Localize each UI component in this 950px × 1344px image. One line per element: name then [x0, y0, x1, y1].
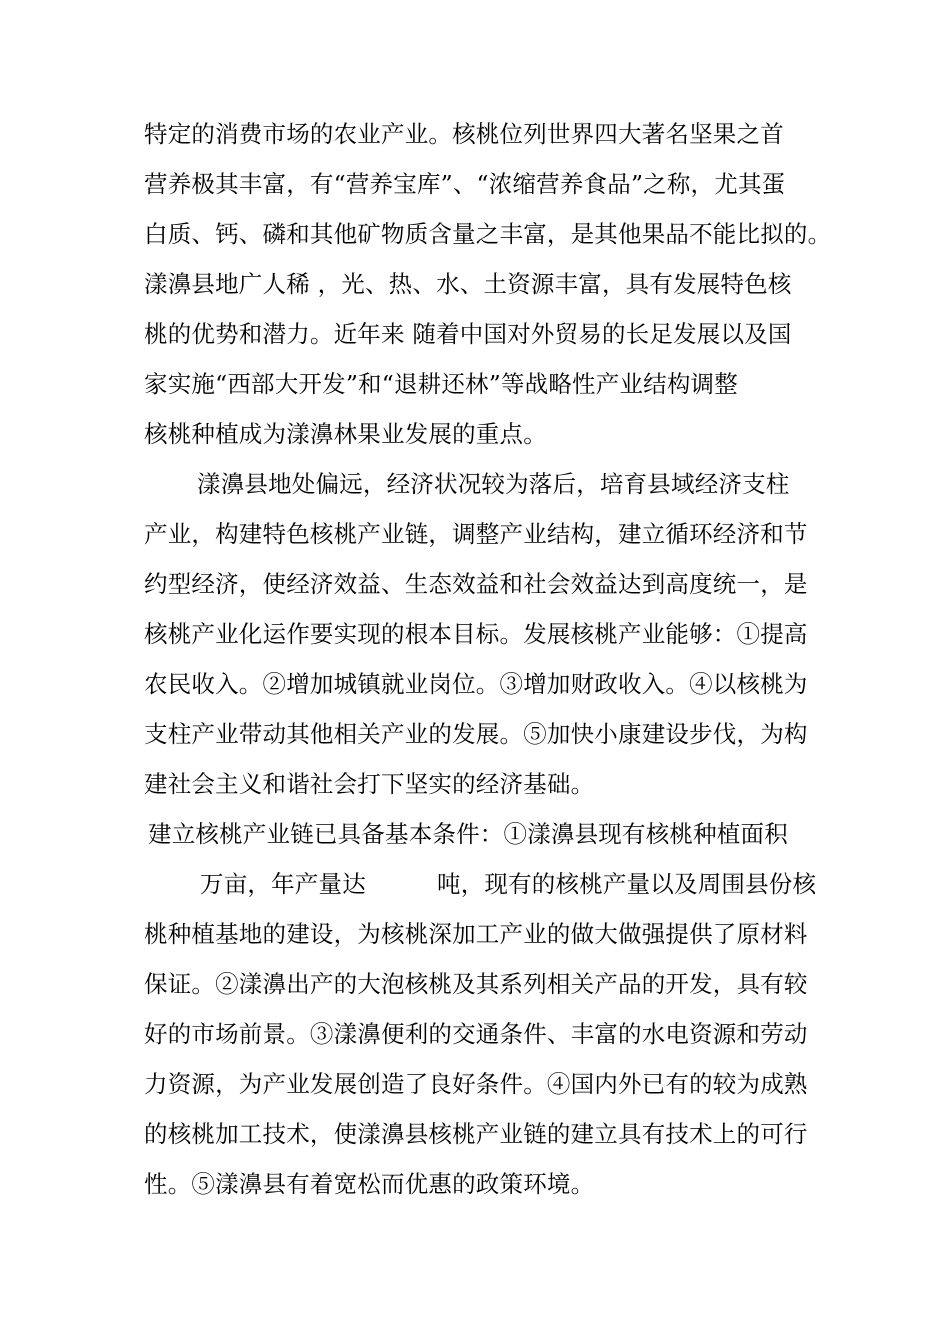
text-line: 建社会主义和谐社会打下坚实的经济基础。	[144, 770, 595, 798]
text-line: 力资源，为产业发展创造了良好条件。④国内外已有的较为成熟	[144, 1070, 808, 1098]
text-line: 万亩，年产量达 吨，现有的核桃产量以及周围县份核	[200, 870, 817, 898]
text-line: 桃种植基地的建设，为核桃深加工产业的做大做强提供了原材料	[144, 920, 808, 948]
text-line: 保证。②漾濞出产的大泡核桃及其系列相关产品的开发，具有较	[144, 970, 808, 998]
paragraph-first-line: 建立核桃产业链已具备基本条件：①漾濞县现有核桃种植面积	[148, 820, 788, 848]
paragraph-first-line: 漾濞县地处偏远，经济状况较为落后，培育县域经济支柱	[197, 470, 790, 498]
text-line: 的核桃加工技术，使漾濞县核桃产业链的建立具有技术上的可行	[144, 1120, 808, 1148]
text-line: 产业，构建特色核桃产业链，调整产业结构，建立循环经济和节	[144, 520, 808, 548]
text-line: 特定的消费市场的农业产业。核桃位列世界四大著名坚果之首	[144, 120, 784, 148]
text-line: 农民收入。②增加城镇就业岗位。③增加财政收入。④以核桃为	[144, 670, 808, 698]
text-line: 家实施“西部大开发”和“退耕还林”等战略性产业结构调整	[144, 370, 738, 398]
text-line: 支柱产业带动其他相关产业的发展。⑤加快小康建设步伐，为构	[144, 720, 808, 748]
text-line: 漾濞县地广人稀 ，光、热、水、土资源丰富，具有发展特色核	[144, 270, 792, 298]
text-line: 白质、钙、磷和其他矿物质含量之丰富，是其他果品不能比拟的。	[144, 220, 832, 248]
text-line: 核桃种植成为漾濞林果业发展的重点。	[144, 420, 547, 448]
text-line: 营养极其丰富，有“营养宝库”、“浓缩营养食品”之称，尤其蛋	[144, 170, 786, 198]
text-line: 性。⑤漾濞县有着宽松而优惠的政策环境。	[144, 1170, 595, 1198]
text-line: 好的市场前景。③漾濞便利的交通条件、丰富的水电资源和劳动	[144, 1020, 808, 1048]
text-line: 核桃产业化运作要实现的根本目标。发展核桃产业能够：①提高	[144, 620, 808, 648]
text-line: 约型经济，使经济效益、生态效益和社会效益达到高度统一，是	[144, 570, 808, 598]
text-line: 桃的优势和潜力。近年来 随着中国对外贸易的长足发展以及国	[144, 320, 792, 348]
